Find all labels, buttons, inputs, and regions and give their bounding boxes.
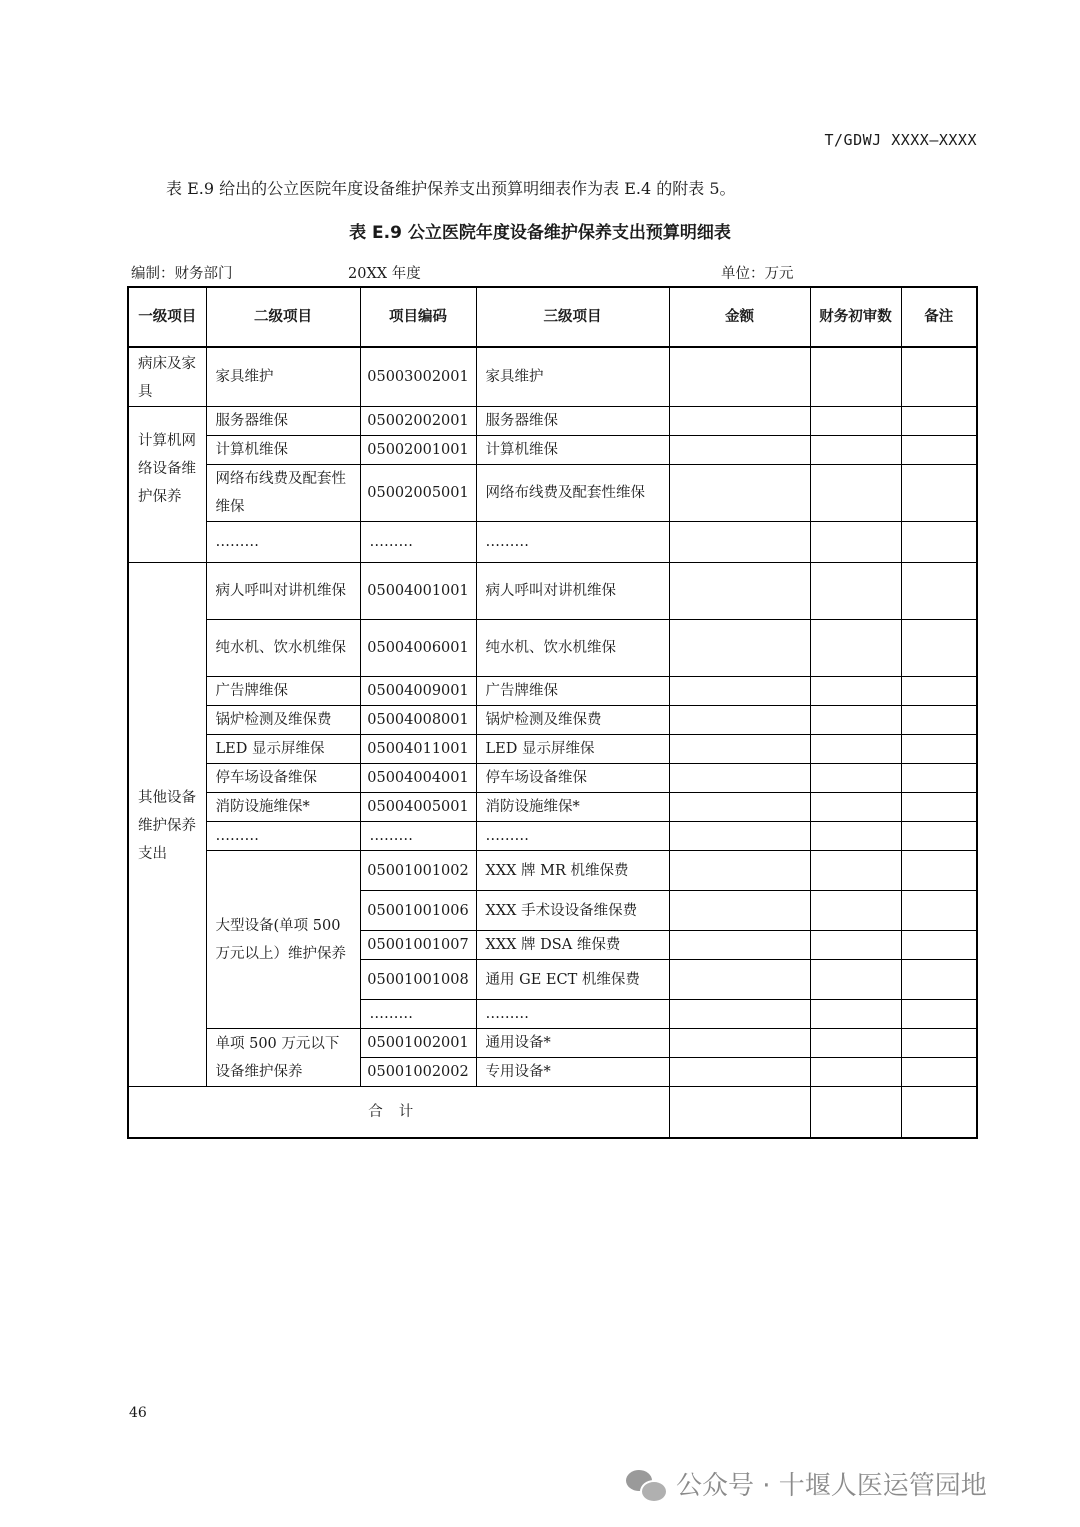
code-cell: 05001001007 [360,931,476,960]
code-cell: 05002005001 [360,465,476,522]
amount-cell [669,1087,810,1138]
table-row [128,764,977,793]
watermark [626,1465,987,1502]
amount-cell [669,931,810,960]
level3-cell: XXX 手术设设备维保费 [476,891,669,931]
amount-cell [669,563,810,620]
table-row [128,407,977,436]
review-cell [810,931,901,960]
code-cell: 05002001001 [360,436,476,465]
level2-cell: 服务器维保 [206,407,360,436]
col-header: 项目编码 [360,287,476,347]
table-row [128,706,977,735]
level3-cell: ……… [476,522,669,563]
amount-cell [669,407,810,436]
review-cell [810,563,901,620]
level3-cell: 网络布线费及配套性维保 [476,465,669,522]
remark-cell [901,735,977,764]
table-row [128,677,977,706]
table-title: 表 E.9 公立医院年度设备维护保养支出预算明细表 [349,223,731,243]
amount-cell [669,1058,810,1087]
level2-cell: 纯水机、饮水机维保 [206,620,360,677]
remark-cell [901,960,977,1000]
review-cell [810,465,901,522]
level3-cell: ……… [476,822,669,851]
level2-cell: 停车场设备维保 [206,764,360,793]
review-cell [810,436,901,465]
level2-cell: LED 显示屏维保 [206,735,360,764]
table-row [128,563,977,620]
col-header: 金额 [669,287,810,347]
review-cell [810,347,901,407]
level3-cell: 消防设施维保* [476,793,669,822]
remark-cell [901,793,977,822]
review-cell [810,1087,901,1138]
table-row [128,436,977,465]
review-cell [810,960,901,1000]
level2-cell: 计算机维保 [206,436,360,465]
level3-cell: 专用设备* [476,1058,669,1087]
col-header: 备注 [901,287,977,347]
level2-cell: ……… [206,822,360,851]
remark-cell [901,822,977,851]
code-cell: 05004008001 [360,706,476,735]
amount-cell [669,522,810,563]
unit-label: 单位：万元 [721,266,794,282]
table-header-row [128,287,977,347]
wechat-icon [626,1468,666,1500]
review-cell [810,822,901,851]
remark-cell [901,620,977,677]
remark-cell [901,1087,977,1138]
remark-cell [901,1000,977,1029]
col-header: 一级项目 [128,287,206,347]
level3-cell: 纯水机、饮水机维保 [476,620,669,677]
review-cell [810,522,901,563]
amount-cell [669,1000,810,1029]
remark-cell [901,764,977,793]
col-header: 财务初审数 [810,287,901,347]
level3-cell: 广告牌维保 [476,677,669,706]
amount-cell [669,793,810,822]
code-cell: 05004004001 [360,764,476,793]
table-row [128,735,977,764]
level3-cell: 停车场设备维保 [476,764,669,793]
remark-cell [901,436,977,465]
table-row [128,822,977,851]
review-cell [810,677,901,706]
code-cell: 05002002001 [360,407,476,436]
review-cell [810,891,901,931]
level2-cell: 病人呼叫对讲机维保 [206,563,360,620]
small-equipment-label: 单项 500 万元以下设备维护保养 [206,1029,360,1087]
table-row [128,465,977,522]
year-label: 20XX 年度 [348,266,421,282]
amount-cell [669,620,810,677]
level3-cell: 通用设备* [476,1029,669,1058]
level3-cell: XXX 牌 MR 机维保费 [476,851,669,891]
review-cell [810,1058,901,1087]
review-cell [810,793,901,822]
amount-cell [669,735,810,764]
code-cell: 05001001002 [360,851,476,891]
remark-cell [901,1058,977,1087]
table-row [128,1029,977,1058]
level3-cell: ……… [476,1000,669,1029]
remark-cell [901,522,977,563]
review-cell [810,764,901,793]
review-cell [810,851,901,891]
watermark-text: 公众号 · 十堰人医运管园地 [676,1471,987,1501]
amount-cell [669,764,810,793]
code-cell: 05004011001 [360,735,476,764]
remark-cell [901,677,977,706]
code-cell: 05004006001 [360,620,476,677]
code-cell: ……… [360,822,476,851]
table-row [128,620,977,677]
group-label: 病床及家具 [128,347,206,407]
level3-cell: 锅炉检测及维保费 [476,706,669,735]
amount-cell [669,436,810,465]
code-cell: 05004009001 [360,677,476,706]
level3-cell: 通用 GE ECT 机维保费 [476,960,669,1000]
table-row [128,347,977,407]
code-cell: 05003002001 [360,347,476,407]
level2-cell: 锅炉检测及维保费 [206,706,360,735]
col-header: 三级项目 [476,287,669,347]
amount-cell [669,891,810,931]
level3-cell: 家具维护 [476,347,669,407]
level3-cell: LED 显示屏维保 [476,735,669,764]
group-label: 计算机网络设备维护保养 [128,407,206,563]
review-cell [810,706,901,735]
level3-cell: 计算机维保 [476,436,669,465]
code-cell: ……… [360,1000,476,1029]
code-cell: 05004001001 [360,563,476,620]
level2-cell: 广告牌维保 [206,677,360,706]
remark-cell [901,891,977,931]
remark-cell [901,347,977,407]
level2-cell: ……… [206,522,360,563]
level3-cell: 服务器维保 [476,407,669,436]
remark-cell [901,706,977,735]
intro-paragraph: 表 E.9 给出的公立医院年度设备维护保养支出预算明细表作为表 E.4 的附表 5。 [166,179,736,198]
page-number: 46 [129,1405,147,1421]
col-header: 二级项目 [206,287,360,347]
amount-cell [669,677,810,706]
level3-cell: 病人呼叫对讲机维保 [476,563,669,620]
level3-cell: XXX 牌 DSA 维保费 [476,931,669,960]
amount-cell [669,960,810,1000]
code-cell: 05001002001 [360,1029,476,1058]
total-label: 合计 [128,1087,669,1138]
code-cell: 05001002002 [360,1058,476,1087]
table-row [128,851,977,891]
total-row [128,1087,977,1138]
amount-cell [669,347,810,407]
compiler-label: 编制：财务部门 [131,266,233,282]
table-row [128,522,977,563]
large-equipment-label: 大型设备(单项 500 万元以上）维护保养 [206,851,360,1029]
review-cell [810,1000,901,1029]
review-cell [810,407,901,436]
level2-cell: 家具维护 [206,347,360,407]
code-cell: 05004005001 [360,793,476,822]
code-cell: 05001001006 [360,891,476,931]
table-row [128,793,977,822]
remark-cell [901,465,977,522]
amount-cell [669,1029,810,1058]
amount-cell [669,465,810,522]
remark-cell [901,563,977,620]
amount-cell [669,851,810,891]
standard-code: T/GDWJ XXXX—XXXX [824,131,977,149]
code-cell: 05001001008 [360,960,476,1000]
budget-table [127,286,978,1139]
group-label: 其他设备维护保养支出 [128,563,206,1087]
amount-cell [669,822,810,851]
review-cell [810,735,901,764]
remark-cell [901,407,977,436]
remark-cell [901,931,977,960]
remark-cell [901,1029,977,1058]
level2-cell: 消防设施维保* [206,793,360,822]
review-cell [810,620,901,677]
amount-cell [669,706,810,735]
code-cell: ……… [360,522,476,563]
review-cell [810,1029,901,1058]
remark-cell [901,851,977,891]
level2-cell: 网络布线费及配套性维保 [206,465,360,522]
